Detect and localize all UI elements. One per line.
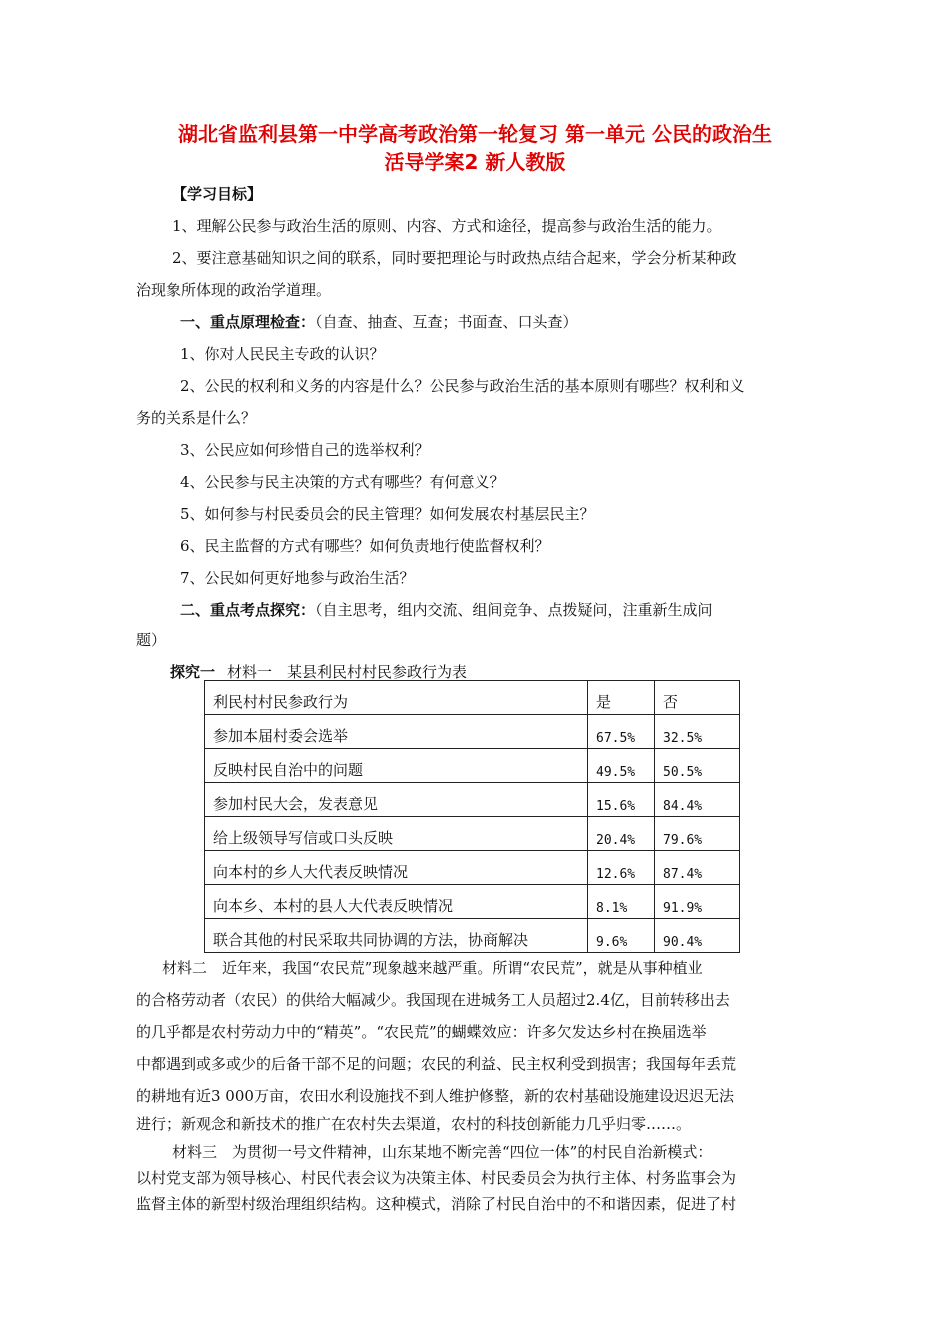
- explore-1-label: 探究一: [170, 663, 216, 681]
- table-cell: 9.6%: [588, 919, 655, 953]
- question-5: 5、如何参与村民委员会的民主管理？如何发展农村基层民主？: [180, 505, 595, 523]
- table-cell: 87.4%: [655, 851, 740, 885]
- table-row: [205, 885, 740, 919]
- table-cell: 12.6%: [588, 851, 655, 885]
- table-cell: 联合其他的村民采取共同协调的方法，协商解决: [205, 919, 588, 953]
- question-4: 4、公民参与民主决策的方式有哪些？有何意义？: [180, 473, 505, 491]
- table-cell: 参加村民大会，发表意见: [205, 783, 588, 817]
- material-1-caption: 材料一 某县利民村村民参政行为表: [227, 663, 468, 681]
- table-cell: 84.4%: [655, 783, 740, 817]
- objective-2-line-1: 2、要注意基础知识之间的联系，同时要把理论与时政热点结合起来，学会分析某种政: [172, 249, 737, 267]
- explore-1-caption-row: [170, 662, 467, 682]
- table-row: [205, 715, 740, 749]
- material-2-line-5: 的耕地有近3 000万亩，农田水利设施找不到人维护修整，新的农村基础设施建设迟迟无法: [136, 1087, 734, 1105]
- section-2-note: （自主思考，组内交流、组间竞争、点拨疑问，注重新生成问: [315, 601, 713, 619]
- table-cell: 向本乡、本村的县人大代表反映情况: [205, 885, 588, 919]
- participation-table: [204, 680, 740, 953]
- material-2-line-1: 材料二 近年来，我国“农民荒”现象越来越严重。所谓“农民荒”，就是从事种植业: [162, 959, 703, 977]
- table-cell: 20.4%: [588, 817, 655, 851]
- section-2-heading: 二、重点考点探究：: [180, 601, 316, 619]
- material-2-line-4: 中都遇到或多或少的后备干部不足的问题；农民的利益、民主权利受到损害；我国每年丢荒: [136, 1055, 737, 1073]
- table-cell: 79.6%: [655, 817, 740, 851]
- table-cell: 15.6%: [588, 783, 655, 817]
- question-1: 1、你对人民民主专政的认识？: [180, 345, 385, 363]
- table-header-cell: 否: [655, 681, 740, 715]
- material-2-line-3: 的几乎都是农村劳动力中的“精英”。“农民荒”的蝴蝶效应：许多欠发达乡村在换届选举: [136, 1023, 707, 1041]
- question-3: 3、公民应如何珍惜自己的选举权利？: [180, 441, 430, 459]
- section-2-heading-row: [180, 600, 713, 620]
- table-cell: 49.5%: [588, 749, 655, 783]
- table-cell: 90.4%: [655, 919, 740, 953]
- table-cell: 32.5%: [655, 715, 740, 749]
- document-title: [130, 120, 820, 176]
- objective-1: 1、理解公民参与政治生活的原则、内容、方式和途径，提高参与政治生活的能力。: [172, 217, 722, 235]
- table-row: [205, 783, 740, 817]
- table-cell: 8.1%: [588, 885, 655, 919]
- section-1-heading: 一、重点原理检查：: [180, 313, 316, 331]
- table-header-cell: 是: [588, 681, 655, 715]
- table-header-cell: 利民村村民参政行为: [205, 681, 588, 715]
- table-cell: 91.9%: [655, 885, 740, 919]
- table-row: [205, 851, 740, 885]
- question-2-line-1: 2、公民的权利和义务的内容是什么？公民参与政治生活的基本原则有哪些？权利和义: [180, 377, 745, 395]
- table-row: [205, 817, 740, 851]
- title-line-2: 活导学案2 新人教版: [384, 150, 566, 174]
- question-2-line-2: 务的关系是什么？: [136, 409, 257, 427]
- material-3-line-3: 监督主体的新型村级治理组织结构。这种模式，消除了村民自治中的不和谐因素，促进了村: [136, 1195, 737, 1213]
- section-1-note: （自查、抽查、互查；书面查、口头查）: [315, 313, 578, 331]
- title-line-1: 湖北省监利县第一中学高考政治第一轮复习 第一单元 公民的政治生: [178, 122, 772, 146]
- material-2-line-2: 的合格劳动者（农民）的供给大幅减少。我国现在进城务工人员超过2.4亿，目前转移出去: [136, 991, 730, 1009]
- question-7: 7、公民如何更好地参与政治生活？: [180, 569, 415, 587]
- material-2-line-6: 进行；新观念和新技术的推广在农村失去渠道，农村的科技创新能力几乎归零……。: [136, 1115, 692, 1133]
- objectives-heading: 【学习目标】: [172, 185, 263, 203]
- question-6: 6、民主监督的方式有哪些？如何负责地行使监督权利？: [180, 537, 550, 555]
- table-cell: 反映村民自治中的问题: [205, 749, 588, 783]
- table-cell: 向本村的乡人大代表反映情况: [205, 851, 588, 885]
- table-row: [205, 749, 740, 783]
- table-row: [205, 919, 740, 953]
- material-3-line-1: 材料三 为贯彻一号文件精神，山东某地不断完善“四位一体”的村民自治新模式：: [172, 1143, 713, 1161]
- material-3-line-2: 以村党支部为领导核心、村民代表会议为决策主体、村民委员会为执行主体、村务监事会为: [136, 1169, 737, 1187]
- table-header-row: [205, 681, 740, 715]
- objective-2-line-2: 治现象所体现的政治学道理。: [136, 281, 332, 299]
- table-cell: 给上级领导写信或口头反映: [205, 817, 588, 851]
- section-1-heading-row: [180, 312, 578, 332]
- section-2-note-line-2: 题）: [136, 631, 167, 649]
- table-cell: 50.5%: [655, 749, 740, 783]
- table-cell: 参加本届村委会选举: [205, 715, 588, 749]
- table-cell: 67.5%: [588, 715, 655, 749]
